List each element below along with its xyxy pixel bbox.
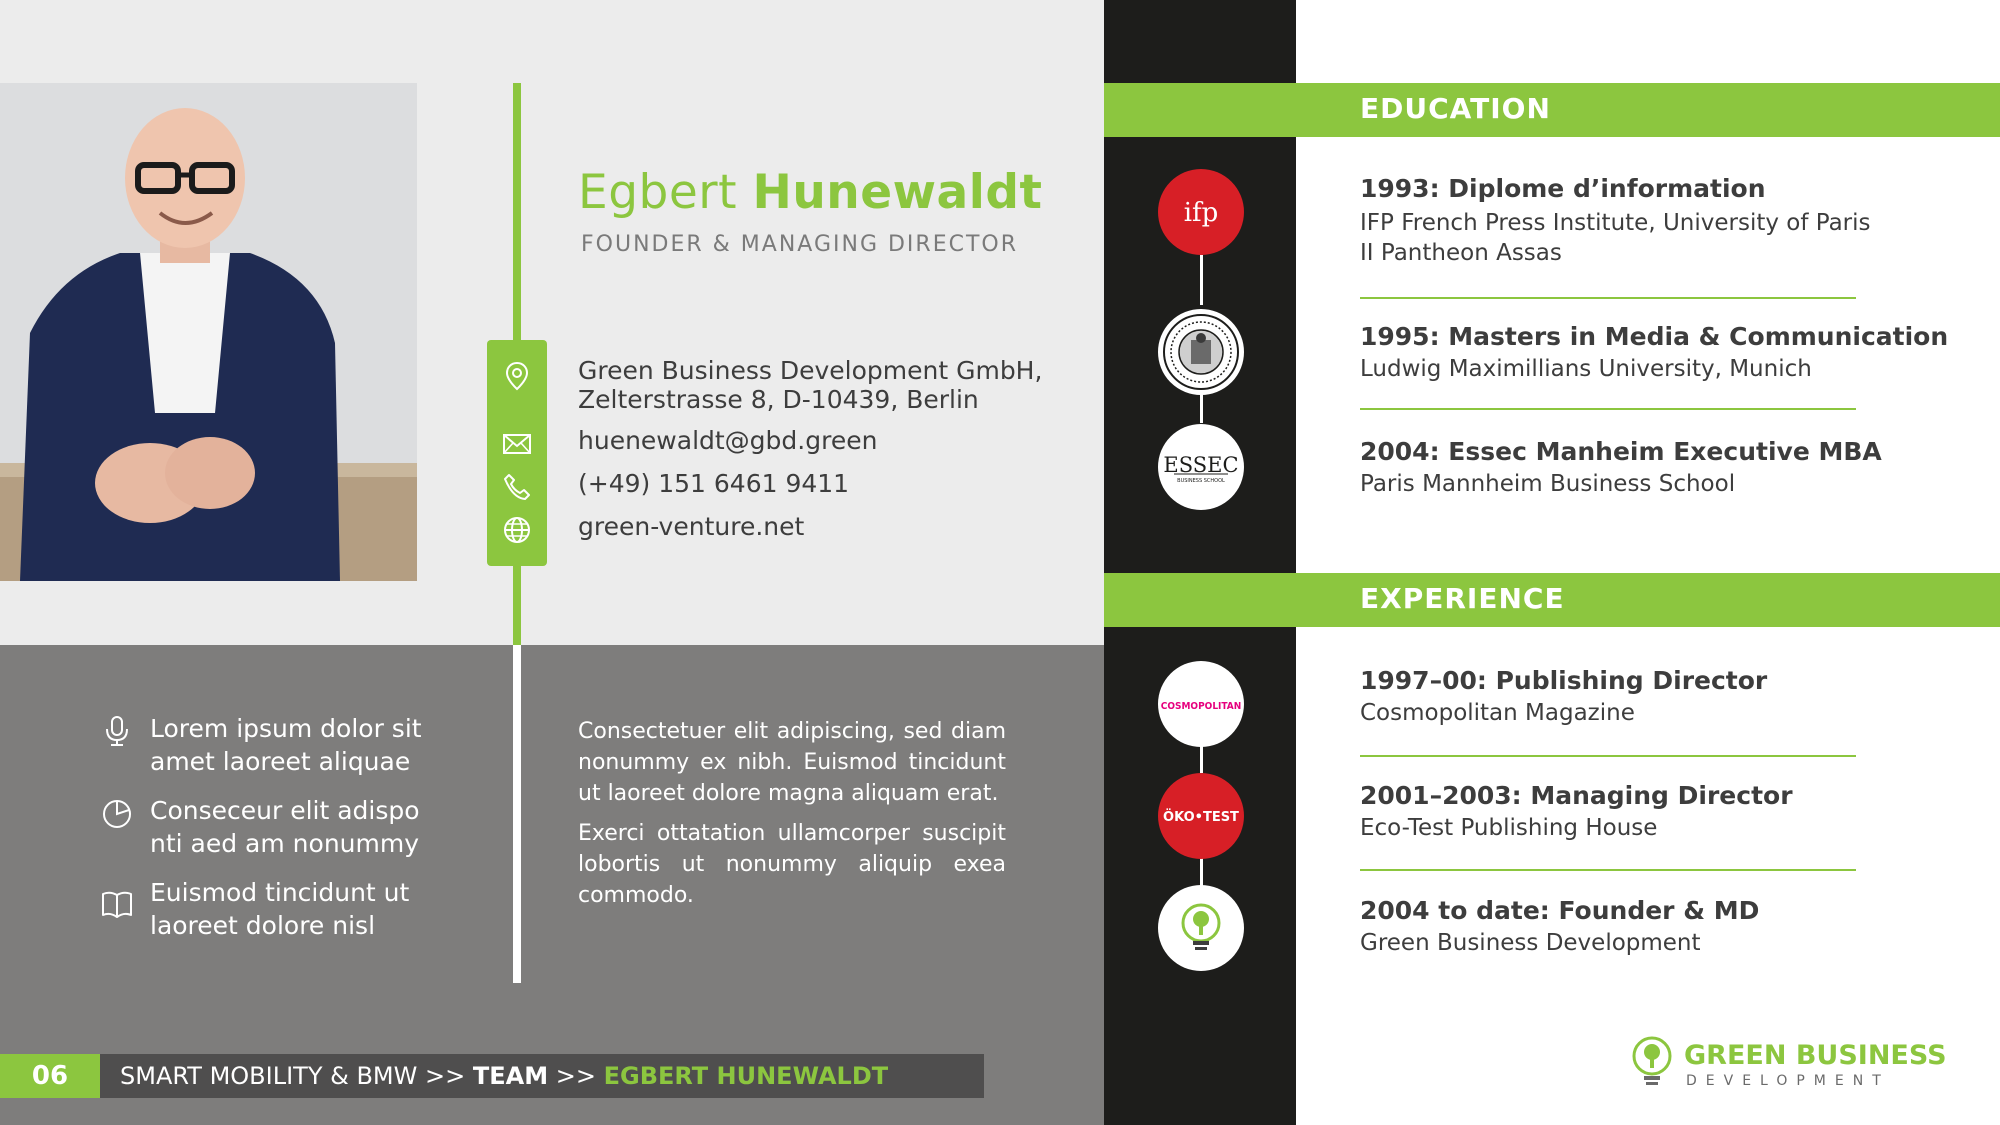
essec-logo-subtext: BUSINESS SCHOOL bbox=[1177, 478, 1225, 484]
breadcrumb-item[interactable]: TEAM bbox=[472, 1062, 549, 1090]
divider-line bbox=[513, 645, 521, 983]
essec-logo bbox=[1158, 424, 1244, 510]
education-band bbox=[1104, 83, 2000, 137]
green-business-bulb-logo bbox=[1158, 885, 1244, 971]
job-title: FOUNDER & MANAGING DIRECTOR bbox=[581, 232, 1019, 257]
experience-company: Green Business Development bbox=[1360, 930, 1701, 956]
book-icon bbox=[100, 887, 134, 921]
timeline-connector bbox=[1200, 743, 1203, 773]
experience-title: 2004 to date: Founder & MD bbox=[1360, 896, 1760, 925]
experience-title: 1997–00: Publishing Director bbox=[1360, 666, 1768, 695]
email-link[interactable]: huenewaldt@gbd.green bbox=[578, 426, 878, 455]
experience-company: Eco-Test Publishing House bbox=[1360, 815, 1658, 841]
person-name bbox=[578, 165, 1043, 220]
entry-divider bbox=[1360, 755, 1856, 757]
entry-divider bbox=[1360, 297, 1856, 299]
globe-icon bbox=[501, 514, 533, 546]
contact-icon-bar bbox=[487, 340, 547, 566]
education-institution: Paris Mannheim Business School bbox=[1360, 471, 1736, 497]
microphone-icon bbox=[100, 714, 134, 748]
breadcrumb-separator: >> bbox=[425, 1062, 466, 1090]
first-name: Egbert bbox=[578, 165, 738, 220]
education-title: 2004: Essec Manheim Executive MBA bbox=[1360, 437, 1882, 466]
address bbox=[578, 356, 1042, 414]
description-paragraph: Exerci ottatation ullamcorper suscipit lobortis ut nonummy aliquip exea commodo. bbox=[578, 821, 1006, 908]
experience-company: Cosmopolitan Magazine bbox=[1360, 700, 1635, 726]
brand-name: GREEN BUSINESS bbox=[1684, 1040, 1947, 1071]
experience-title: 2001–2003: Managing Director bbox=[1360, 781, 1793, 810]
entry-divider bbox=[1360, 408, 1856, 410]
brand-bulb-icon bbox=[1630, 1036, 1674, 1090]
portrait-photo bbox=[0, 83, 417, 581]
last-name: Hunewaldt bbox=[752, 165, 1043, 220]
phone-icon bbox=[501, 471, 533, 503]
description-paragraph: Consectetuer elit adipiscing, sed diam nonummy ex nibh. Euismod tincidunt ut laoreet dolore magna aliquam erat. bbox=[578, 719, 1006, 806]
cosmopolitan-logo-text: COSMOPOLITAN bbox=[1160, 701, 1242, 712]
oeko-test-logo bbox=[1158, 773, 1244, 859]
bullet-item: Euismod tincidunt ut laoreet dolore nisl bbox=[150, 878, 410, 940]
education-institution: IFP French Press Institute, University of Paris II Pantheon Assas bbox=[1360, 210, 1871, 266]
education-institution: Ludwig Maximillians University, Munich bbox=[1360, 356, 1812, 382]
location-pin-icon bbox=[501, 360, 533, 392]
breadcrumb bbox=[100, 1054, 984, 1098]
phone-number[interactable]: (+49) 151 6461 9411 bbox=[578, 469, 850, 498]
bullet-item: Conseceur elit adispo nti aed am nonummy bbox=[150, 796, 420, 858]
bullet-item: Lorem ipsum dolor sit amet laoreet aliquae bbox=[150, 714, 422, 776]
page-number: 06 bbox=[0, 1054, 100, 1098]
breadcrumb-separator: >> bbox=[555, 1062, 596, 1090]
breadcrumb-item[interactable]: SMART MOBILITY & BMW bbox=[120, 1062, 418, 1090]
education-heading: EDUCATION bbox=[1360, 92, 1551, 125]
cosmopolitan-logo bbox=[1158, 661, 1244, 747]
university-seal-logo bbox=[1158, 309, 1244, 395]
address-line-2: Zelterstrasse 8, D-10439, Berlin bbox=[578, 385, 979, 414]
ifp-logo-text: ifp bbox=[1183, 198, 1219, 228]
entry-divider bbox=[1360, 869, 1856, 871]
experience-heading: EXPERIENCE bbox=[1360, 582, 1565, 615]
website-link[interactable]: green-venture.net bbox=[578, 512, 805, 541]
pie-chart-icon bbox=[100, 797, 134, 831]
breadcrumb-current: EGBERT HUNEWALDT bbox=[603, 1062, 889, 1090]
education-title: 1995: Masters in Media & Communication bbox=[1360, 322, 1949, 351]
brand-subtitle: DEVELOPMENT bbox=[1686, 1073, 1890, 1089]
essec-logo-text: ESSEC bbox=[1163, 453, 1239, 477]
timeline-connector bbox=[1200, 857, 1203, 887]
education-title: 1993: Diplome d’information bbox=[1360, 174, 1766, 203]
address-line-1: Green Business Development GmbH, bbox=[578, 356, 1043, 385]
oeko-test-logo-text: ÖKO•TEST bbox=[1163, 810, 1239, 825]
ifp-logo bbox=[1158, 169, 1244, 255]
envelope-icon bbox=[501, 428, 533, 460]
timeline-connector bbox=[1200, 255, 1203, 305]
timeline-connector bbox=[1200, 393, 1203, 423]
